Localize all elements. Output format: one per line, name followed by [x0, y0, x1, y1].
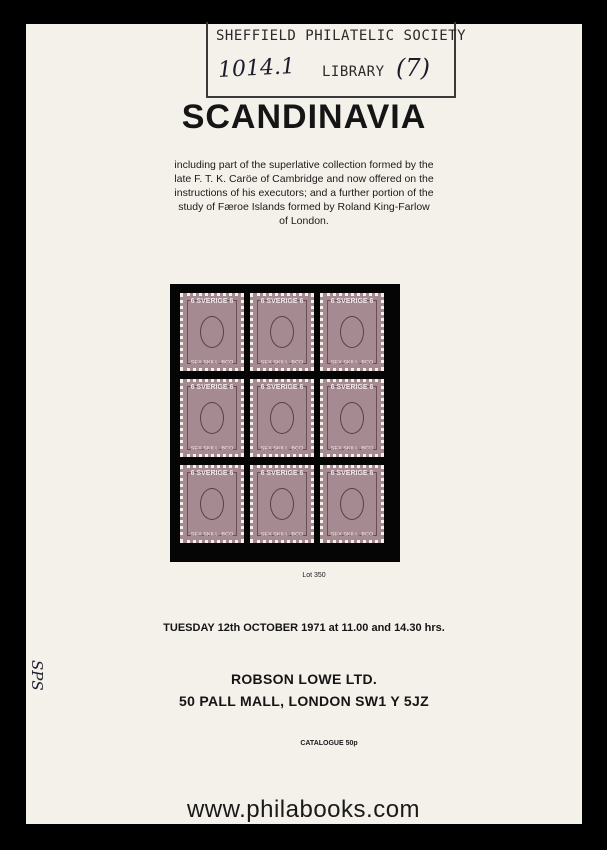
stamp-top-inscription: 6 SVERIGE 6: [330, 298, 374, 305]
lot-caption: Lot 350: [302, 572, 326, 579]
stamp-top-inscription: 6 SVERIGE 6: [260, 470, 304, 477]
stamp: [250, 465, 314, 543]
description-line: study of Færoe Islands formed by Roland King-Farlow: [178, 201, 430, 213]
catalogue-price: CATALOGUE 50p: [300, 740, 358, 747]
auctioneer-name: ROBSON LOWE LTD.: [230, 671, 378, 687]
stamp-bottom-inscription: SEX SKILL. BCO: [190, 360, 234, 366]
stamp-top-inscription: 6 SVERIGE 6: [330, 384, 374, 391]
catalogue-description: [144, 158, 464, 228]
margin-handwriting: [24, 660, 50, 760]
stamp-bottom-inscription: SEX SKILL. BCO: [330, 532, 374, 538]
footer-url: www.philabooks.com: [186, 796, 421, 823]
stamp-bottom-inscription: SEX SKILL. BCO: [190, 532, 234, 538]
library-stamp: [206, 22, 467, 98]
auctioneer-block: [26, 668, 582, 712]
stamp-top-inscription: 6 SVERIGE 6: [190, 298, 234, 305]
library-label: LIBRARY: [322, 64, 385, 80]
stamp: [320, 379, 384, 457]
margin-note-text: SPS: [28, 660, 46, 691]
coat-of-arms-icon: [270, 488, 294, 520]
stamp-bottom-inscription: SEX SKILL. BCO: [190, 446, 234, 452]
sale-date: TUESDAY 12th OCTOBER 1971 at 11.00 and 14.30 hrs.: [163, 622, 445, 634]
description-line: including part of the superlative collection formed by the: [174, 159, 434, 171]
stamp-top-inscription: 6 SVERIGE 6: [190, 470, 234, 477]
coat-of-arms-icon: [200, 402, 224, 434]
stamp: [180, 293, 244, 371]
catalogue-title: SCANDINAVIA: [181, 98, 427, 136]
description-line: late F. T. K. Caröe of Cambridge and now offered on the: [174, 173, 434, 185]
stamp-top-inscription: 6 SVERIGE 6: [190, 384, 234, 391]
stamp-block-photo: [170, 284, 400, 562]
stamp-bottom-inscription: SEX SKILL. BCO: [260, 360, 304, 366]
coat-of-arms-icon: [270, 402, 294, 434]
stamp-bottom-inscription: SEX SKILL. BCO: [260, 446, 304, 452]
stamp-top-inscription: 6 SVERIGE 6: [260, 384, 304, 391]
coat-of-arms-icon: [200, 488, 224, 520]
stamp-bottom-inscription: SEX SKILL. BCO: [330, 446, 374, 452]
stamp: [180, 379, 244, 457]
stamp-top-inscription: 6 SVERIGE 6: [330, 470, 374, 477]
description-line: of London.: [279, 215, 329, 227]
coat-of-arms-icon: [340, 316, 364, 348]
stamp: [250, 293, 314, 371]
stamp-block-of-nine: [180, 293, 390, 553]
stamp-bottom-inscription: SEX SKILL. BCO: [330, 360, 374, 366]
description-line: instructions of his executors; and a further portion of the: [174, 187, 434, 199]
stamp-bottom-inscription: SEX SKILL. BCO: [260, 532, 304, 538]
auctioneer-address: 50 PALL MALL, LONDON SW1 Y 5JZ: [179, 693, 429, 709]
library-society-name: SHEFFIELD PHILATELIC SOCIETY: [216, 28, 467, 44]
stamp-top-inscription: 6 SVERIGE 6: [260, 298, 304, 305]
coat-of-arms-icon: [340, 488, 364, 520]
catalogue-page: [26, 24, 582, 824]
stamp: [180, 465, 244, 543]
stamp: [320, 465, 384, 543]
handwritten-volume-number: (7): [396, 54, 430, 82]
stamp: [320, 293, 384, 371]
coat-of-arms-icon: [200, 316, 224, 348]
stamp: [250, 379, 314, 457]
coat-of-arms-icon: [270, 316, 294, 348]
handwritten-accession-number: 1014.1: [217, 54, 296, 83]
coat-of-arms-icon: [340, 402, 364, 434]
